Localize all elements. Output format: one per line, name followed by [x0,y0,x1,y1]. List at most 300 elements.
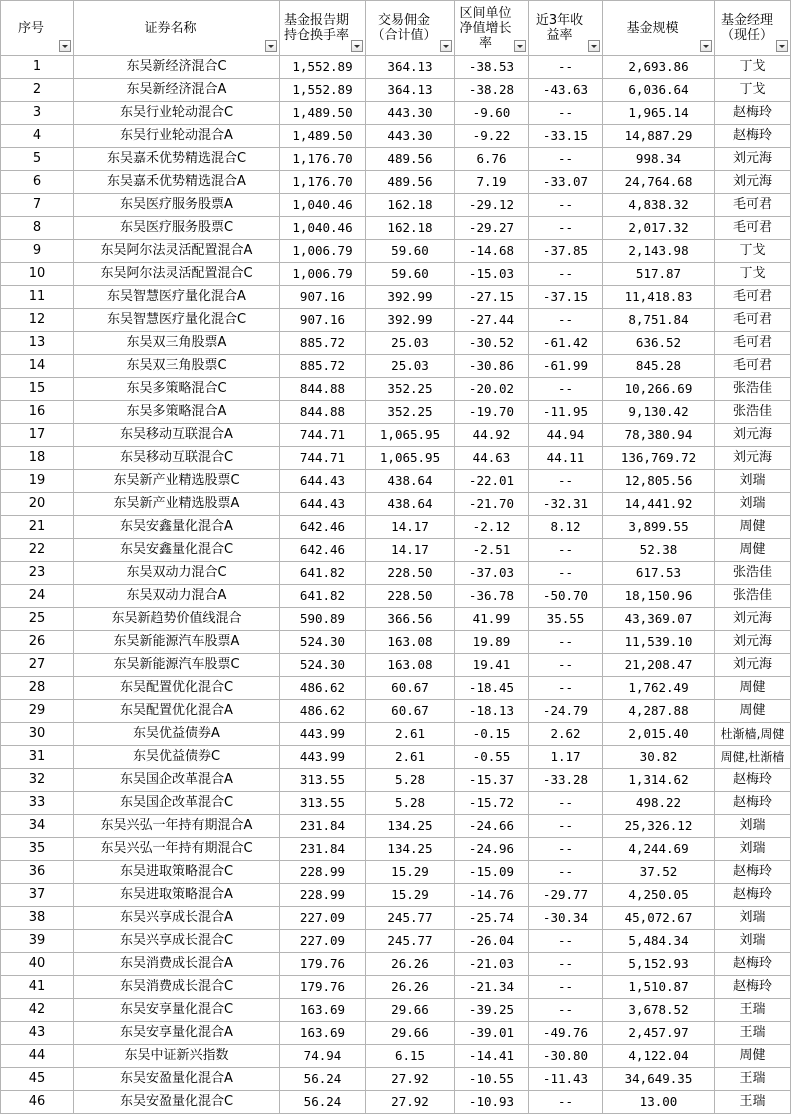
nav-growth-cell[interactable]: -0.55 [455,746,529,769]
fund-name-cell[interactable]: 东吴双动力混合C [74,562,280,585]
turnover-cell[interactable]: 1,176.70 [280,148,366,171]
manager-cell[interactable]: 杜渐樯,周健 [715,723,791,746]
nav-growth-cell[interactable]: -29.27 [455,217,529,240]
manager-cell[interactable]: 刘瑞 [715,907,791,930]
commission-cell[interactable]: 14.17 [366,539,455,562]
manager-cell[interactable]: 王瑞 [715,999,791,1022]
commission-cell[interactable]: 163.08 [366,631,455,654]
nav-growth-cell[interactable]: 44.92 [455,424,529,447]
nav-growth-cell[interactable]: -14.68 [455,240,529,263]
turnover-cell[interactable]: 227.09 [280,907,366,930]
fund-name-cell[interactable]: 东吴安鑫量化混合C [74,539,280,562]
return-3y-cell[interactable]: 8.12 [529,516,603,539]
return-3y-cell[interactable]: -33.07 [529,171,603,194]
manager-cell[interactable]: 丁戈 [715,240,791,263]
fund-size-cell[interactable]: 2,693.86 [603,56,715,79]
turnover-cell[interactable]: 1,489.50 [280,102,366,125]
fund-size-cell[interactable]: 3,678.52 [603,999,715,1022]
manager-cell[interactable]: 刘瑞 [715,493,791,516]
commission-cell[interactable]: 25.03 [366,332,455,355]
return-3y-cell[interactable]: -- [529,56,603,79]
fund-name-cell[interactable]: 东吴新产业精选股票C [74,470,280,493]
manager-cell[interactable]: 周健 [715,677,791,700]
commission-cell[interactable]: 162.18 [366,194,455,217]
fund-name-cell[interactable]: 东吴新趋势价值线混合 [74,608,280,631]
fund-size-cell[interactable]: 2,015.40 [603,723,715,746]
row-index-cell[interactable]: 43 [1,1022,74,1045]
return-3y-cell[interactable]: -- [529,194,603,217]
turnover-cell[interactable]: 524.30 [280,654,366,677]
row-index-cell[interactable]: 13 [1,332,74,355]
turnover-cell[interactable]: 524.30 [280,631,366,654]
nav-growth-cell[interactable]: -24.96 [455,838,529,861]
return-3y-cell[interactable]: -43.63 [529,79,603,102]
nav-growth-cell[interactable]: -21.03 [455,953,529,976]
nav-growth-cell[interactable]: -22.01 [455,470,529,493]
fund-size-cell[interactable]: 12,805.56 [603,470,715,493]
nav-growth-cell[interactable]: -21.34 [455,976,529,999]
manager-cell[interactable]: 周健 [715,539,791,562]
row-index-cell[interactable]: 27 [1,654,74,677]
row-index-cell[interactable]: 16 [1,401,74,424]
manager-cell[interactable]: 张浩佳 [715,401,791,424]
return-3y-cell[interactable]: -32.31 [529,493,603,516]
manager-cell[interactable]: 毛可君 [715,286,791,309]
fund-name-cell[interactable]: 东吴兴弘一年持有期混合C [74,838,280,861]
fund-name-cell[interactable]: 东吴消费成长混合A [74,953,280,976]
fund-name-cell[interactable]: 东吴新产业精选股票A [74,493,280,516]
turnover-cell[interactable]: 844.88 [280,378,366,401]
filter-dropdown-icon[interactable] [265,40,277,52]
commission-cell[interactable]: 162.18 [366,217,455,240]
row-index-cell[interactable]: 17 [1,424,74,447]
fund-name-cell[interactable]: 东吴智慧医疗量化混合A [74,286,280,309]
nav-growth-cell[interactable]: -38.28 [455,79,529,102]
nav-growth-cell[interactable]: -9.22 [455,125,529,148]
row-index-cell[interactable]: 3 [1,102,74,125]
nav-growth-cell[interactable]: -39.25 [455,999,529,1022]
nav-growth-cell[interactable]: 19.89 [455,631,529,654]
return-3y-cell[interactable]: -24.79 [529,700,603,723]
manager-cell[interactable]: 刘元海 [715,148,791,171]
fund-name-cell[interactable]: 东吴医疗服务股票C [74,217,280,240]
return-3y-cell[interactable]: 35.55 [529,608,603,631]
return-3y-cell[interactable]: 2.62 [529,723,603,746]
manager-cell[interactable]: 刘瑞 [715,815,791,838]
turnover-cell[interactable]: 1,552.89 [280,79,366,102]
commission-cell[interactable]: 26.26 [366,953,455,976]
commission-cell[interactable]: 245.77 [366,930,455,953]
nav-growth-cell[interactable]: -2.51 [455,539,529,562]
fund-size-cell[interactable]: 498.22 [603,792,715,815]
nav-growth-cell[interactable]: -14.41 [455,1045,529,1068]
fund-size-cell[interactable]: 25,326.12 [603,815,715,838]
commission-cell[interactable]: 228.50 [366,562,455,585]
turnover-cell[interactable]: 443.99 [280,746,366,769]
return-3y-cell[interactable]: -37.15 [529,286,603,309]
manager-cell[interactable]: 王瑞 [715,1091,791,1114]
manager-cell[interactable]: 王瑞 [715,1068,791,1091]
nav-growth-cell[interactable]: -30.86 [455,355,529,378]
return-3y-cell[interactable]: -33.15 [529,125,603,148]
fund-size-cell[interactable]: 10,266.69 [603,378,715,401]
row-index-cell[interactable]: 23 [1,562,74,585]
return-3y-cell[interactable]: -- [529,470,603,493]
filter-dropdown-icon[interactable] [59,40,71,52]
turnover-cell[interactable]: 313.55 [280,792,366,815]
row-index-cell[interactable]: 40 [1,953,74,976]
row-index-cell[interactable]: 26 [1,631,74,654]
return-3y-cell[interactable]: -- [529,999,603,1022]
turnover-cell[interactable]: 907.16 [280,309,366,332]
fund-size-cell[interactable]: 517.87 [603,263,715,286]
commission-cell[interactable]: 163.08 [366,654,455,677]
commission-cell[interactable]: 228.50 [366,585,455,608]
fund-size-cell[interactable]: 4,838.32 [603,194,715,217]
fund-name-cell[interactable]: 东吴智慧医疗量化混合C [74,309,280,332]
nav-growth-cell[interactable]: -24.66 [455,815,529,838]
commission-cell[interactable]: 134.25 [366,838,455,861]
fund-size-cell[interactable]: 2,017.32 [603,217,715,240]
turnover-cell[interactable]: 179.76 [280,976,366,999]
fund-name-cell[interactable]: 东吴优益债券C [74,746,280,769]
manager-cell[interactable]: 周健 [715,700,791,723]
return-3y-cell[interactable]: -61.99 [529,355,603,378]
manager-cell[interactable]: 周健 [715,1045,791,1068]
nav-growth-cell[interactable]: 41.99 [455,608,529,631]
row-index-cell[interactable]: 5 [1,148,74,171]
fund-size-cell[interactable]: 5,484.34 [603,930,715,953]
return-3y-cell[interactable]: -- [529,792,603,815]
commission-cell[interactable]: 392.99 [366,309,455,332]
return-3y-cell[interactable]: -49.76 [529,1022,603,1045]
fund-size-cell[interactable]: 4,287.88 [603,700,715,723]
nav-growth-cell[interactable]: -18.13 [455,700,529,723]
row-index-cell[interactable]: 9 [1,240,74,263]
nav-growth-cell[interactable]: 19.41 [455,654,529,677]
nav-growth-cell[interactable]: -10.93 [455,1091,529,1114]
manager-cell[interactable]: 赵梅玲 [715,769,791,792]
turnover-cell[interactable]: 486.62 [280,677,366,700]
return-3y-cell[interactable]: -- [529,539,603,562]
return-3y-cell[interactable]: -29.77 [529,884,603,907]
turnover-cell[interactable]: 1,040.46 [280,194,366,217]
return-3y-cell[interactable]: -- [529,953,603,976]
return-3y-cell[interactable]: -- [529,930,603,953]
fund-name-cell[interactable]: 东吴配置优化混合A [74,700,280,723]
commission-cell[interactable]: 26.26 [366,976,455,999]
turnover-cell[interactable]: 644.43 [280,470,366,493]
turnover-cell[interactable]: 885.72 [280,332,366,355]
fund-name-cell[interactable]: 东吴安享量化混合C [74,999,280,1022]
manager-cell[interactable]: 刘瑞 [715,930,791,953]
fund-size-cell[interactable]: 21,208.47 [603,654,715,677]
commission-cell[interactable]: 489.56 [366,171,455,194]
manager-cell[interactable]: 刘元海 [715,447,791,470]
row-index-cell[interactable]: 22 [1,539,74,562]
commission-cell[interactable]: 25.03 [366,355,455,378]
row-index-cell[interactable]: 14 [1,355,74,378]
row-index-cell[interactable]: 35 [1,838,74,861]
nav-growth-cell[interactable]: -39.01 [455,1022,529,1045]
turnover-cell[interactable]: 1,006.79 [280,240,366,263]
nav-growth-cell[interactable]: -2.12 [455,516,529,539]
nav-growth-cell[interactable]: -15.37 [455,769,529,792]
fund-size-cell[interactable]: 14,887.29 [603,125,715,148]
fund-size-cell[interactable]: 3,899.55 [603,516,715,539]
row-index-cell[interactable]: 21 [1,516,74,539]
row-index-cell[interactable]: 28 [1,677,74,700]
turnover-cell[interactable]: 744.71 [280,424,366,447]
turnover-cell[interactable]: 231.84 [280,815,366,838]
row-index-cell[interactable]: 24 [1,585,74,608]
commission-cell[interactable]: 245.77 [366,907,455,930]
fund-size-cell[interactable]: 1,965.14 [603,102,715,125]
commission-cell[interactable]: 489.56 [366,148,455,171]
nav-growth-cell[interactable]: 7.19 [455,171,529,194]
return-3y-cell[interactable]: -- [529,263,603,286]
fund-name-cell[interactable]: 东吴兴弘一年持有期混合A [74,815,280,838]
fund-size-cell[interactable]: 43,369.07 [603,608,715,631]
fund-size-cell[interactable]: 24,764.68 [603,171,715,194]
turnover-cell[interactable]: 1,489.50 [280,125,366,148]
fund-name-cell[interactable]: 东吴国企改革混合A [74,769,280,792]
fund-size-cell[interactable]: 4,122.04 [603,1045,715,1068]
fund-name-cell[interactable]: 东吴阿尔法灵活配置混合A [74,240,280,263]
manager-cell[interactable]: 丁戈 [715,263,791,286]
nav-growth-cell[interactable]: -10.55 [455,1068,529,1091]
commission-cell[interactable]: 366.56 [366,608,455,631]
row-index-cell[interactable]: 38 [1,907,74,930]
return-3y-cell[interactable]: -- [529,631,603,654]
manager-cell[interactable]: 赵梅玲 [715,953,791,976]
turnover-cell[interactable]: 744.71 [280,447,366,470]
manager-cell[interactable]: 刘瑞 [715,838,791,861]
commission-cell[interactable]: 29.66 [366,1022,455,1045]
row-index-cell[interactable]: 11 [1,286,74,309]
commission-cell[interactable]: 5.28 [366,769,455,792]
nav-growth-cell[interactable]: -15.09 [455,861,529,884]
commission-cell[interactable]: 59.60 [366,263,455,286]
return-3y-cell[interactable]: 1.17 [529,746,603,769]
turnover-cell[interactable]: 486.62 [280,700,366,723]
return-3y-cell[interactable]: -- [529,861,603,884]
commission-cell[interactable]: 60.67 [366,700,455,723]
manager-cell[interactable]: 张浩佳 [715,562,791,585]
manager-cell[interactable]: 刘元海 [715,608,791,631]
row-index-cell[interactable]: 20 [1,493,74,516]
commission-cell[interactable]: 364.13 [366,56,455,79]
manager-cell[interactable]: 丁戈 [715,56,791,79]
fund-name-cell[interactable]: 东吴移动互联混合A [74,424,280,447]
commission-cell[interactable]: 443.30 [366,102,455,125]
filter-dropdown-icon[interactable] [440,40,452,52]
return-3y-cell[interactable]: -- [529,976,603,999]
fund-name-cell[interactable]: 东吴进取策略混合C [74,861,280,884]
fund-name-cell[interactable]: 东吴医疗服务股票A [74,194,280,217]
manager-cell[interactable]: 刘元海 [715,424,791,447]
return-3y-cell[interactable]: -50.70 [529,585,603,608]
fund-size-cell[interactable]: 4,250.05 [603,884,715,907]
commission-cell[interactable]: 134.25 [366,815,455,838]
return-3y-cell[interactable]: -- [529,677,603,700]
commission-cell[interactable]: 59.60 [366,240,455,263]
nav-growth-cell[interactable]: -36.78 [455,585,529,608]
row-index-cell[interactable]: 4 [1,125,74,148]
commission-cell[interactable]: 2.61 [366,723,455,746]
commission-cell[interactable]: 1,065.95 [366,447,455,470]
manager-cell[interactable]: 丁戈 [715,79,791,102]
fund-name-cell[interactable]: 东吴双三角股票C [74,355,280,378]
nav-growth-cell[interactable]: -9.60 [455,102,529,125]
turnover-cell[interactable]: 74.94 [280,1045,366,1068]
commission-cell[interactable]: 438.64 [366,493,455,516]
fund-size-cell[interactable]: 4,244.69 [603,838,715,861]
fund-size-cell[interactable]: 18,150.96 [603,585,715,608]
nav-growth-cell[interactable]: 6.76 [455,148,529,171]
return-3y-cell[interactable]: -30.34 [529,907,603,930]
fund-name-cell[interactable]: 东吴多策略混合C [74,378,280,401]
turnover-cell[interactable]: 163.69 [280,999,366,1022]
turnover-cell[interactable]: 885.72 [280,355,366,378]
fund-size-cell[interactable]: 845.28 [603,355,715,378]
turnover-cell[interactable]: 642.46 [280,516,366,539]
fund-size-cell[interactable]: 136,769.72 [603,447,715,470]
nav-growth-cell[interactable]: -15.03 [455,263,529,286]
fund-name-cell[interactable]: 东吴安盈量化混合C [74,1091,280,1114]
fund-name-cell[interactable]: 东吴进取策略混合A [74,884,280,907]
return-3y-cell[interactable]: -11.43 [529,1068,603,1091]
turnover-cell[interactable]: 179.76 [280,953,366,976]
manager-cell[interactable]: 毛可君 [715,217,791,240]
fund-size-cell[interactable]: 78,380.94 [603,424,715,447]
return-3y-cell[interactable]: -- [529,148,603,171]
row-index-cell[interactable]: 6 [1,171,74,194]
row-index-cell[interactable]: 29 [1,700,74,723]
row-index-cell[interactable]: 7 [1,194,74,217]
manager-cell[interactable]: 赵梅玲 [715,792,791,815]
filter-dropdown-icon[interactable] [588,40,600,52]
turnover-cell[interactable]: 644.43 [280,493,366,516]
turnover-cell[interactable]: 642.46 [280,539,366,562]
row-index-cell[interactable]: 30 [1,723,74,746]
commission-cell[interactable]: 15.29 [366,884,455,907]
fund-size-cell[interactable]: 11,418.83 [603,286,715,309]
row-index-cell[interactable]: 45 [1,1068,74,1091]
turnover-cell[interactable]: 163.69 [280,1022,366,1045]
fund-size-cell[interactable]: 9,130.42 [603,401,715,424]
row-index-cell[interactable]: 12 [1,309,74,332]
commission-cell[interactable]: 6.15 [366,1045,455,1068]
fund-size-cell[interactable]: 2,457.97 [603,1022,715,1045]
filter-dropdown-icon[interactable] [700,40,712,52]
manager-cell[interactable]: 赵梅玲 [715,861,791,884]
row-index-cell[interactable]: 15 [1,378,74,401]
turnover-cell[interactable]: 56.24 [280,1091,366,1114]
row-index-cell[interactable]: 44 [1,1045,74,1068]
return-3y-cell[interactable]: -30.80 [529,1045,603,1068]
row-index-cell[interactable]: 42 [1,999,74,1022]
nav-growth-cell[interactable]: -26.04 [455,930,529,953]
manager-cell[interactable]: 刘元海 [715,631,791,654]
fund-size-cell[interactable]: 1,762.49 [603,677,715,700]
return-3y-cell[interactable]: -33.28 [529,769,603,792]
nav-growth-cell[interactable]: 44.63 [455,447,529,470]
fund-name-cell[interactable]: 东吴新能源汽车股票C [74,654,280,677]
commission-cell[interactable]: 1,065.95 [366,424,455,447]
fund-name-cell[interactable]: 东吴兴享成长混合C [74,930,280,953]
fund-size-cell[interactable]: 30.82 [603,746,715,769]
return-3y-cell[interactable]: -- [529,838,603,861]
fund-name-cell[interactable]: 东吴行业轮动混合A [74,125,280,148]
manager-cell[interactable]: 刘元海 [715,171,791,194]
commission-cell[interactable]: 27.92 [366,1091,455,1114]
turnover-cell[interactable]: 313.55 [280,769,366,792]
turnover-cell[interactable]: 590.89 [280,608,366,631]
commission-cell[interactable]: 438.64 [366,470,455,493]
nav-growth-cell[interactable]: -30.52 [455,332,529,355]
return-3y-cell[interactable]: -- [529,562,603,585]
return-3y-cell[interactable]: -- [529,654,603,677]
return-3y-cell[interactable]: 44.94 [529,424,603,447]
fund-size-cell[interactable]: 2,143.98 [603,240,715,263]
return-3y-cell[interactable]: 44.11 [529,447,603,470]
manager-cell[interactable]: 刘元海 [715,654,791,677]
return-3y-cell[interactable]: -- [529,1091,603,1114]
fund-name-cell[interactable]: 东吴安鑫量化混合A [74,516,280,539]
nav-growth-cell[interactable]: -27.44 [455,309,529,332]
fund-size-cell[interactable]: 8,751.84 [603,309,715,332]
turnover-cell[interactable]: 641.82 [280,562,366,585]
nav-growth-cell[interactable]: -27.15 [455,286,529,309]
manager-cell[interactable]: 赵梅玲 [715,102,791,125]
nav-growth-cell[interactable]: -14.76 [455,884,529,907]
turnover-cell[interactable]: 641.82 [280,585,366,608]
fund-name-cell[interactable]: 东吴新经济混合C [74,56,280,79]
fund-size-cell[interactable]: 5,152.93 [603,953,715,976]
manager-cell[interactable]: 毛可君 [715,332,791,355]
fund-name-cell[interactable]: 东吴新经济混合A [74,79,280,102]
fund-size-cell[interactable]: 617.53 [603,562,715,585]
row-index-cell[interactable]: 2 [1,79,74,102]
return-3y-cell[interactable]: -- [529,378,603,401]
fund-size-cell[interactable]: 636.52 [603,332,715,355]
nav-growth-cell[interactable]: -18.45 [455,677,529,700]
commission-cell[interactable]: 2.61 [366,746,455,769]
row-index-cell[interactable]: 1 [1,56,74,79]
commission-cell[interactable]: 392.99 [366,286,455,309]
commission-cell[interactable]: 364.13 [366,79,455,102]
manager-cell[interactable]: 毛可君 [715,309,791,332]
fund-size-cell[interactable]: 52.38 [603,539,715,562]
manager-cell[interactable]: 毛可君 [715,194,791,217]
turnover-cell[interactable]: 907.16 [280,286,366,309]
nav-growth-cell[interactable]: -29.12 [455,194,529,217]
nav-growth-cell[interactable]: -38.53 [455,56,529,79]
manager-cell[interactable]: 张浩佳 [715,378,791,401]
turnover-cell[interactable]: 228.99 [280,861,366,884]
fund-size-cell[interactable]: 1,510.87 [603,976,715,999]
fund-name-cell[interactable]: 东吴安盈量化混合A [74,1068,280,1091]
commission-cell[interactable]: 29.66 [366,999,455,1022]
return-3y-cell[interactable]: -- [529,815,603,838]
fund-name-cell[interactable]: 东吴阿尔法灵活配置混合C [74,263,280,286]
fund-size-cell[interactable]: 1,314.62 [603,769,715,792]
fund-name-cell[interactable]: 东吴安享量化混合A [74,1022,280,1045]
fund-name-cell[interactable]: 东吴嘉禾优势精选混合C [74,148,280,171]
return-3y-cell[interactable]: -- [529,309,603,332]
turnover-cell[interactable]: 844.88 [280,401,366,424]
